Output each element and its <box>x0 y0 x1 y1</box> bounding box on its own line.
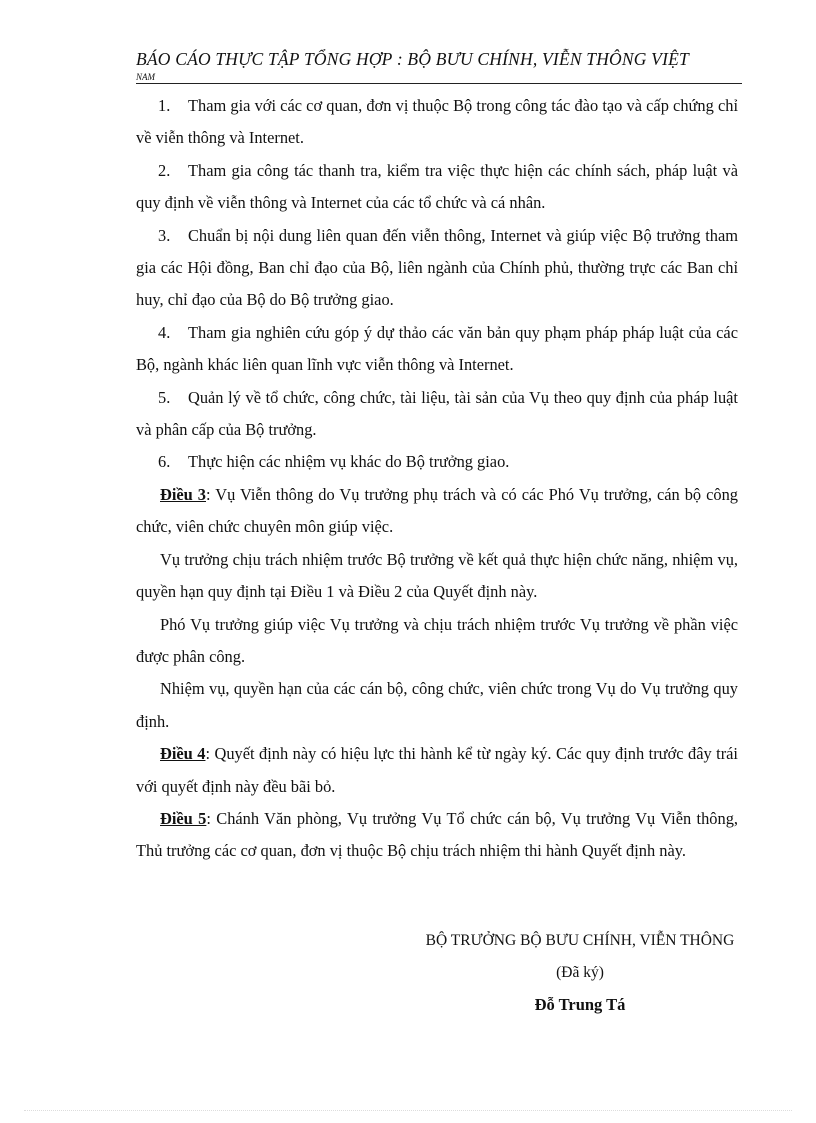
document-body <box>136 90 738 868</box>
list-item-number: 4. <box>158 322 171 342</box>
article-3-paragraph-2: Phó Vụ trưởng giúp việc Vụ trưởng và chịu trách nhiệm trước Vụ trưởng về phần việc được phân công. <box>136 614 738 666</box>
signer-title: BỘ TRƯỞNG BỘ BƯU CHÍNH, VIỄN THÔNG <box>425 932 735 949</box>
signed-note: (Đã ký) <box>556 964 604 981</box>
list-item-text: Tham gia với các cơ quan, đơn vị thuộc Bộ trong công tác đào tạo và cấp chứng chỉ về viễn thông và Internet. <box>136 96 738 148</box>
list-item-number: 1. <box>158 96 171 115</box>
list-item-text: Chuẩn bị nội dung liên quan đến viễn thông, Internet và giúp việc Bộ trưởng tham gia các Hội đồng, Ban chỉ đạo của Bộ, liên ngành của Chính phủ, thường trực các Ban chỉ huy, chỉ đạo của Bộ do Bộ trưởng giao. <box>136 225 738 310</box>
signature-block <box>370 927 790 1021</box>
list-item-number: 5. <box>158 387 171 407</box>
article-5-label: Điều 5 <box>160 808 207 828</box>
article-3-paragraph-3: Nhiệm vụ, quyền hạn của các cán bộ, công chức, viên chức trong Vụ do Vụ trưởng quy định. <box>136 679 738 731</box>
list-item <box>136 155 738 220</box>
list-item <box>136 220 738 317</box>
article-4-label: Điều 4 <box>160 744 206 764</box>
article-3-label: Điều 3 <box>160 484 206 504</box>
list-item-number: 6. <box>158 452 171 472</box>
article-3-paragraph <box>136 479 738 544</box>
footer-divider <box>24 1110 792 1111</box>
list-item-text: Tham gia công tác thanh tra, kiểm tra việc thực hiện các chính sách, pháp luật và quy định về viễn thông và Internet của các tổ chức và cá nhân. <box>136 160 738 213</box>
article-3-text: : Vụ Viễn thông do Vụ trưởng phụ trách và có các Phó Vụ trưởng, cán bộ công chức, viên chức chuyên môn giúp việc. <box>136 484 739 537</box>
report-header-title: BÁO CÁO THỰC TẬP TỔNG HỢP : BỘ BƯU CHÍNH, VIỄN THÔNG VIỆT <box>136 49 689 69</box>
list-item <box>136 90 738 155</box>
list-item-text: Thực hiện các nhiệm vụ khác do Bộ trưởng giao. <box>188 452 510 472</box>
list-item-number: 2. <box>158 160 171 180</box>
article-4-paragraph <box>136 738 738 803</box>
list-item <box>136 446 738 478</box>
list-item <box>136 317 738 382</box>
header-divider <box>136 83 742 84</box>
list-item-text: Quản lý về tổ chức, công chức, tài liệu, tài sản của Vụ theo quy định của pháp luật và phân cấp của Bộ trưởng. <box>136 387 738 440</box>
article-5-text: : Chánh Văn phòng, Vụ trưởng Vụ Tổ chức cán bộ, Vụ trưởng Vụ Viễn thông, Thủ trưởng các cơ quan, đơn vị thuộc Bộ chịu trách nhiệm thi hành Quyết định này. <box>136 808 738 861</box>
article-5-paragraph <box>136 803 738 868</box>
report-header-subtitle: NAM <box>136 72 155 82</box>
article-4-text: : Quyết định này có hiệu lực thi hành kể từ ngày ký. Các quy định trước đây trái với quyết định này đều bãi bỏ. <box>136 744 738 796</box>
list-item-text: Tham gia nghiên cứu góp ý dự thảo các văn bản quy phạm pháp pháp luật của các Bộ, ngành khác liên quan lĩnh vực viễn thông và Internet. <box>136 322 738 375</box>
list-item <box>136 382 738 447</box>
list-item-number: 3. <box>158 225 171 245</box>
signer-name: Đỗ Trung Tá <box>534 995 626 1014</box>
article-3-paragraph-1: Vụ trưởng chịu trách nhiệm trước Bộ trưởng về kết quả thực hiện chức năng, nhiệm vụ, quyền hạn quy định tại Điều 1 và Điều 2 của Quyết định này. <box>136 549 738 602</box>
